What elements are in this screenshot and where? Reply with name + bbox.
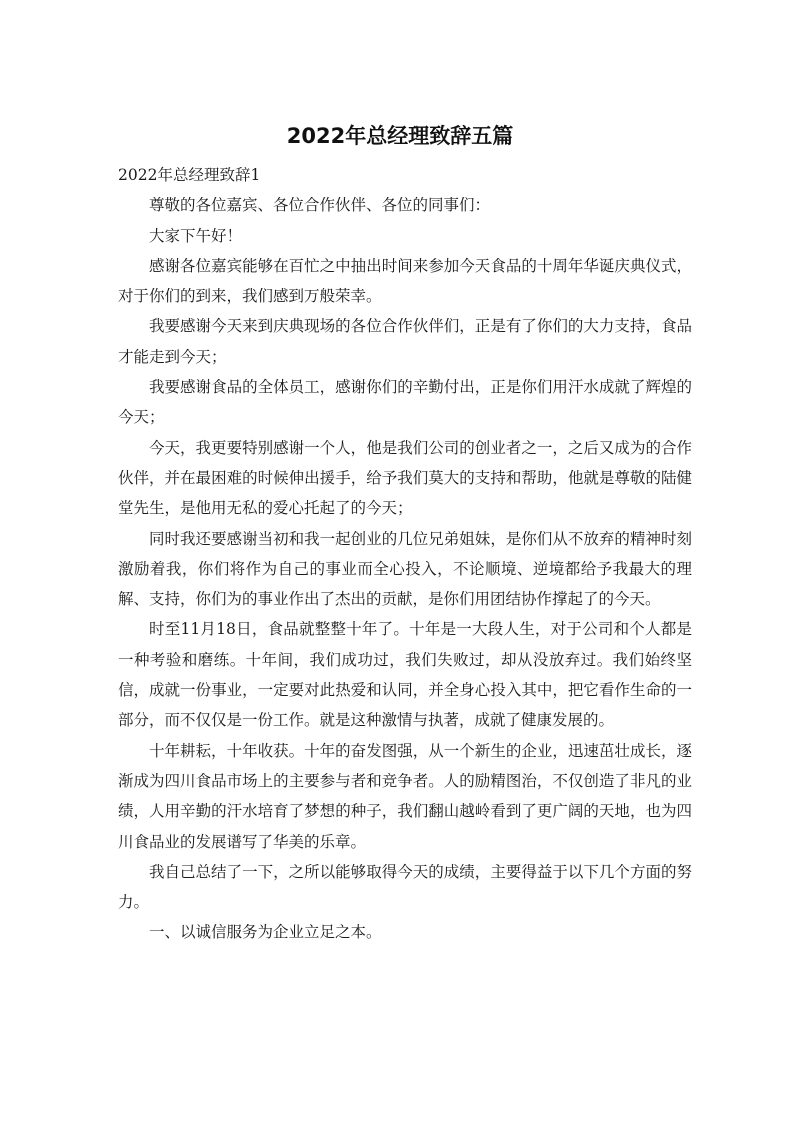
paragraph: 同时我还要感谢当初和我一起创业的几位兄弟姐妹，是你们从不放弃的精神时刻激励着我，你们将作为自己的事业而全心投入，不论顺境、逆境都给予我最大的理解、支持，你们为的事业作出了杰出的贡献，是你们用团结协作撑起了的今天。	[118, 529, 692, 609]
paragraph: 我要感谢食品的全体员工，感谢你们的辛勤付出，正是你们用汗水成就了辉煌的今天；	[118, 378, 692, 427]
paragraph: 十年耕耘，十年收获。十年的奋发图强，从一个新生的企业，迅速茁壮成长，逐渐成为四川食品市场上的主要参与者和竞争者。人的励精图治，不仅创造了非凡的业绩，人用辛勤的汗水培育了梦想的种子，我们翻山越岭看到了更广阔的天地，也为四川食品业的发展谱写了华美的乐章。	[118, 741, 692, 851]
paragraph-list-item: 一、以诚信服务为企业立足之本。	[149, 923, 382, 942]
section-heading: 2022年总经理致辞1	[118, 166, 261, 184]
paragraph: 今天，我更要特别感谢一个人，他是我们公司的创业者之一，之后又成为的合作伙伴，并在最困难的时候伸出援手，给予我们莫大的支持和帮助，他就是尊敬的陆健堂先生，是他用无私的爱心托起了的今天；	[118, 438, 692, 518]
paragraph: 我自己总结了一下，之所以能够取得今天的成绩，主要得益于以下几个方面的努力。	[118, 862, 692, 912]
document-title: 2022年总经理致辞五篇	[286, 124, 514, 148]
document-body	[118, 160, 692, 948]
paragraph-greeting: 大家下午好！	[149, 226, 243, 245]
paragraph: 感谢各位嘉宾能够在百忙之中抽出时间来参加今天食品的十周年华诞庆典仪式，对于你们的到来，我们感到万般荣幸。	[118, 256, 692, 306]
paragraph: 时至11月18日，食品就整整十年了。十年是一大段人生，对于公司和个人都是一种考验和磨练。十年间，我们成功过，我们失败过，却从没放弃过。我们始终坚信，成就一份事业，一定要对此热爱和认同，并全身心投入其中，把它看作生命的一部分，而不仅仅是一份工作。就是这种激情与执著，成就了健康发展的。	[118, 620, 692, 730]
paragraph-salutation: 尊敬的各位嘉宾、各位合作伙伴、各位的同事们：	[149, 196, 491, 215]
paragraph: 我要感谢今天来到庆典现场的各位合作伙伴们，正是有了你们的大力支持，食品才能走到今天；	[118, 317, 692, 366]
